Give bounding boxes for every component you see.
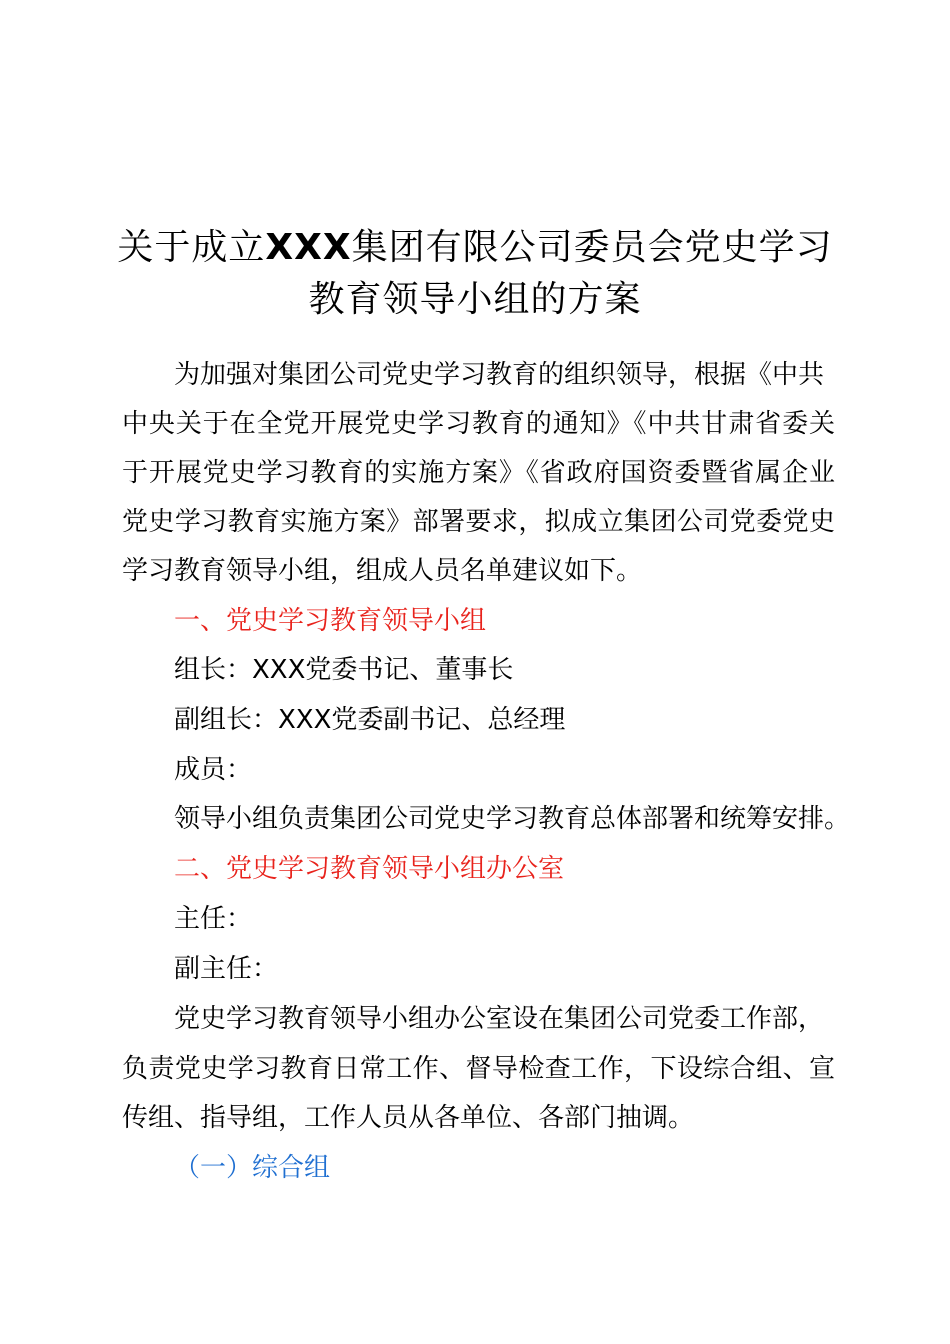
subsection-1-heading: （一）综合组: [174, 1153, 331, 1183]
intro-paragraph-line-4: 党史学习教育实施方案》部署要求，拟成立集团公司党委党史: [122, 507, 835, 537]
section-2-heading: 二、党史学习教育领导小组办公室: [174, 854, 565, 884]
leader-line: 组长：XXX党委书记、董事长: [174, 655, 514, 685]
section-1-duty: 领导小组负责集团公司党史学习教育总体部署和统筹安排。: [174, 804, 851, 834]
intro-paragraph-line-1: 为加强对集团公司党史学习教育的组织领导，根据《中共: [174, 360, 825, 390]
members-line: 成员：: [174, 755, 253, 785]
title-prefix: 关于成立: [117, 227, 266, 268]
section-2-desc-line-3: 传组、指导组，工作人员从各单位、各部门抽调。: [122, 1103, 695, 1133]
document-title-line-1: [100, 226, 850, 270]
deputy-leader-line: 副组长：XXX党委副书记、总经理: [174, 705, 566, 735]
intro-paragraph-line-5: 学习教育领导小组，组成人员名单建议如下。: [122, 556, 643, 586]
deputy-director-line: 副主任：: [174, 954, 279, 984]
intro-paragraph-line-2: 中央关于在全党开展党史学习教育的通知》《中共甘肃省委关: [122, 409, 835, 439]
section-1-heading: 一、党史学习教育领导小组: [174, 606, 487, 636]
section-2-desc-line-2: 负责党史学习教育日常工作、督导检查工作，下设综合组、宣: [122, 1054, 835, 1084]
director-line: 主任：: [174, 904, 253, 934]
intro-paragraph-line-3: 于开展党史学习教育的实施方案》《省政府国资委暨省属企业: [122, 458, 835, 488]
document-title-line-2: 教育领导小组的方案: [308, 279, 642, 320]
section-2-desc-line-1: 党史学习教育领导小组办公室设在集团公司党委工作部，: [174, 1004, 825, 1034]
title-suffix: 集团有限公司委员会党史学习: [351, 227, 833, 268]
title-company-code: XXX: [265, 227, 352, 268]
